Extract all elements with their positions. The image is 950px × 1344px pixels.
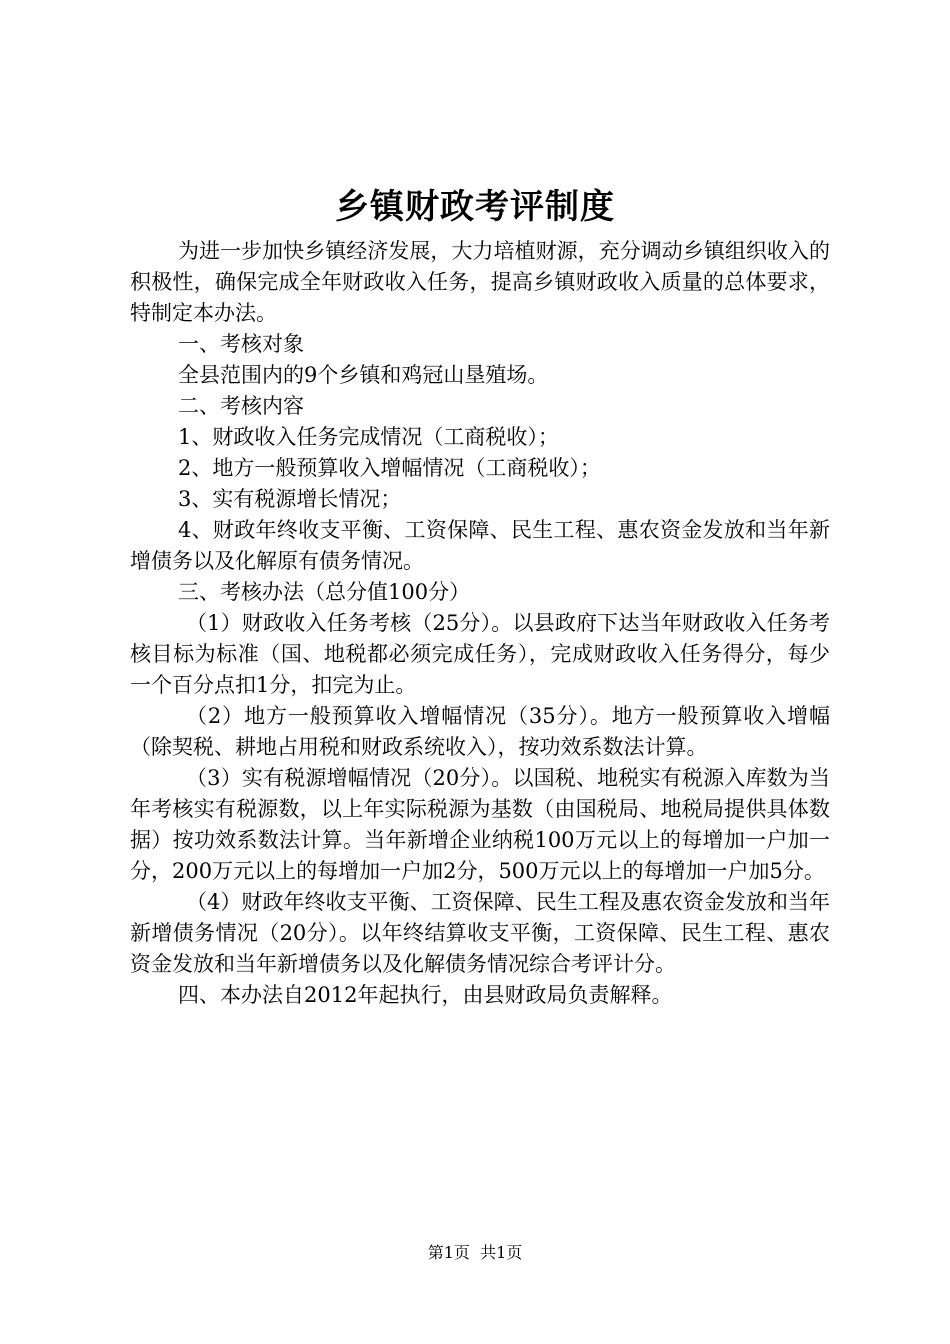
heading-section-1: 一、考核对象: [178, 332, 304, 356]
paragraph-method-3: （3）实有税源增幅情况（20分）。以国税、地税实有税源入库数为当年考核实有税源数，以上年实际税源为基数（由国税局、地税局提供具体数据）按功效系数法计算。当年新增企业纳税100万元以上的每增加一户加一分，200万元以上的每增加一户加2分，500万元以上的每增加一户加5分。: [130, 766, 830, 883]
paragraph-method-4: （4）财政年终收支平衡、工资保障、民生工程及惠农资金发放和当年新增债务情况（20分）。以年终结算收支平衡，工资保障、民生工程、惠农资金发放和当年新增债务以及化解债务情况综合考评计分。: [130, 890, 830, 976]
list-item: 3、实有税源增长情况；: [178, 487, 402, 511]
page-number-label: 第1页 共1页: [427, 1243, 523, 1262]
paragraph-method-1: （1）财政收入任务考核（25分）。以县政府下达当年财政收入任务考核目标为标准（国、地税都必须完成任务），完成财政收入任务得分，每少一个百分点扣1分，扣完为止。: [130, 611, 830, 697]
document-body: [130, 236, 830, 1011]
page-footer: [0, 1241, 950, 1265]
document-title: 乡镇财政考评制度: [335, 187, 615, 227]
paragraph-section-1: 全县范围内的9个乡镇和鸡冠山垦殖场。: [178, 363, 549, 387]
list-item: 1、财政收入任务完成情况（工商税收）；: [178, 425, 559, 449]
heading-section-2: 二、考核内容: [178, 394, 304, 418]
list-item: 4、财政年终收支平衡、工资保障、民生工程、惠农资金发放和当年新增债务以及化解原有债务情况。: [130, 518, 830, 573]
paragraph-intro: 为进一步加快乡镇经济发展，大力培植财源，充分调动乡镇组织收入的积极性，确保完成全年财政收入任务，提高乡镇财政收入质量的总体要求，特制定本办法。: [130, 239, 830, 325]
heading-section-3: 三、考核办法（总分值100分）: [178, 580, 471, 604]
paragraph-method-2: （2）地方一般预算收入增幅情况（35分）。地方一般预算收入增幅（除契税、耕地占用税和财政系统收入），按功效系数法计算。: [130, 704, 830, 759]
paragraph-section-4: 四、本办法自2012年起执行，由县财政局负责解释。: [178, 983, 673, 1007]
list-item: 2、地方一般预算收入增幅情况（工商税收）；: [178, 456, 601, 480]
